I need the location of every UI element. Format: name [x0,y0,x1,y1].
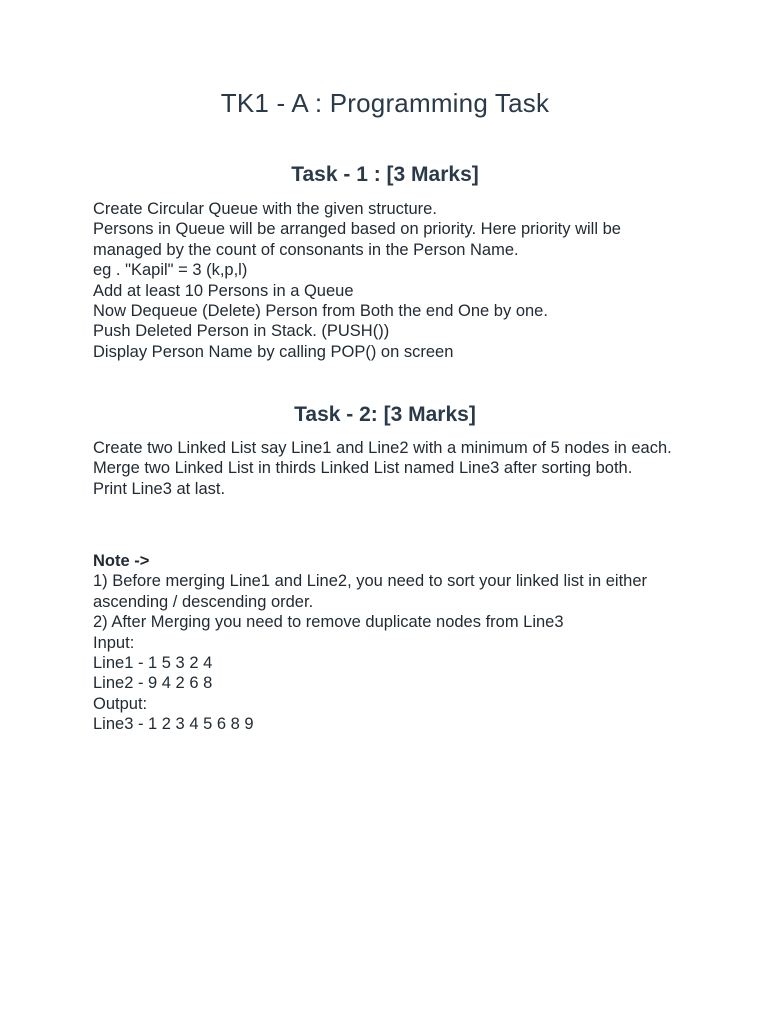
document-title: TK1 - A : Programming Task [220,88,550,118]
task2-line: Merge two Linked List in thirds Linked List named Line3 after sorting both. [93,459,633,478]
note-line: 1) Before merging Line1 and Line2, you need to sort your linked list in either ascending / descending order. [93,572,647,611]
document-page [93,0,677,1024]
task1-line: Add at least 10 Persons in a Queue [93,281,354,300]
note-label: Note -> [93,552,150,570]
task1-heading: Task - 1 : [3 Marks] [291,163,479,186]
note-output-line3: Line3 - 1 2 3 4 5 6 8 9 [93,715,254,734]
task1-line: Persons in Queue will be arranged based on priority. Here priority will be managed by the count of consonants in the Person Name. [93,220,621,259]
task1-line: Now Dequeue (Delete) Person from Both the end One by one. [93,302,548,321]
task2-line: Print Line3 at last. [93,479,226,498]
task2-note [93,551,677,735]
task2-heading: Task - 2: [3 Marks] [294,403,476,426]
task1-line: Display Person Name by calling POP() on screen [93,342,454,361]
task1-line: eg . "Kapil" = 3 (k,p,l) [93,261,248,280]
task1-line: Push Deleted Person in Stack. (PUSH()) [93,322,390,341]
task1-description [93,199,677,362]
note-input-line1: Line1 - 1 5 3 2 4 [93,654,213,673]
note-input-line2: Line2 - 9 4 2 6 8 [93,674,213,693]
note-line: 2) After Merging you need to remove duplicate nodes from Line3 [93,613,564,632]
note-input-label: Input: [93,633,135,652]
note-output-label: Output: [93,694,148,713]
task1-line: Create Circular Queue with the given structure. [93,200,437,218]
task2-line: Create two Linked List say Line1 and Line2 with a minimum of 5 nodes in each. [93,439,672,457]
task2-description [93,438,677,499]
